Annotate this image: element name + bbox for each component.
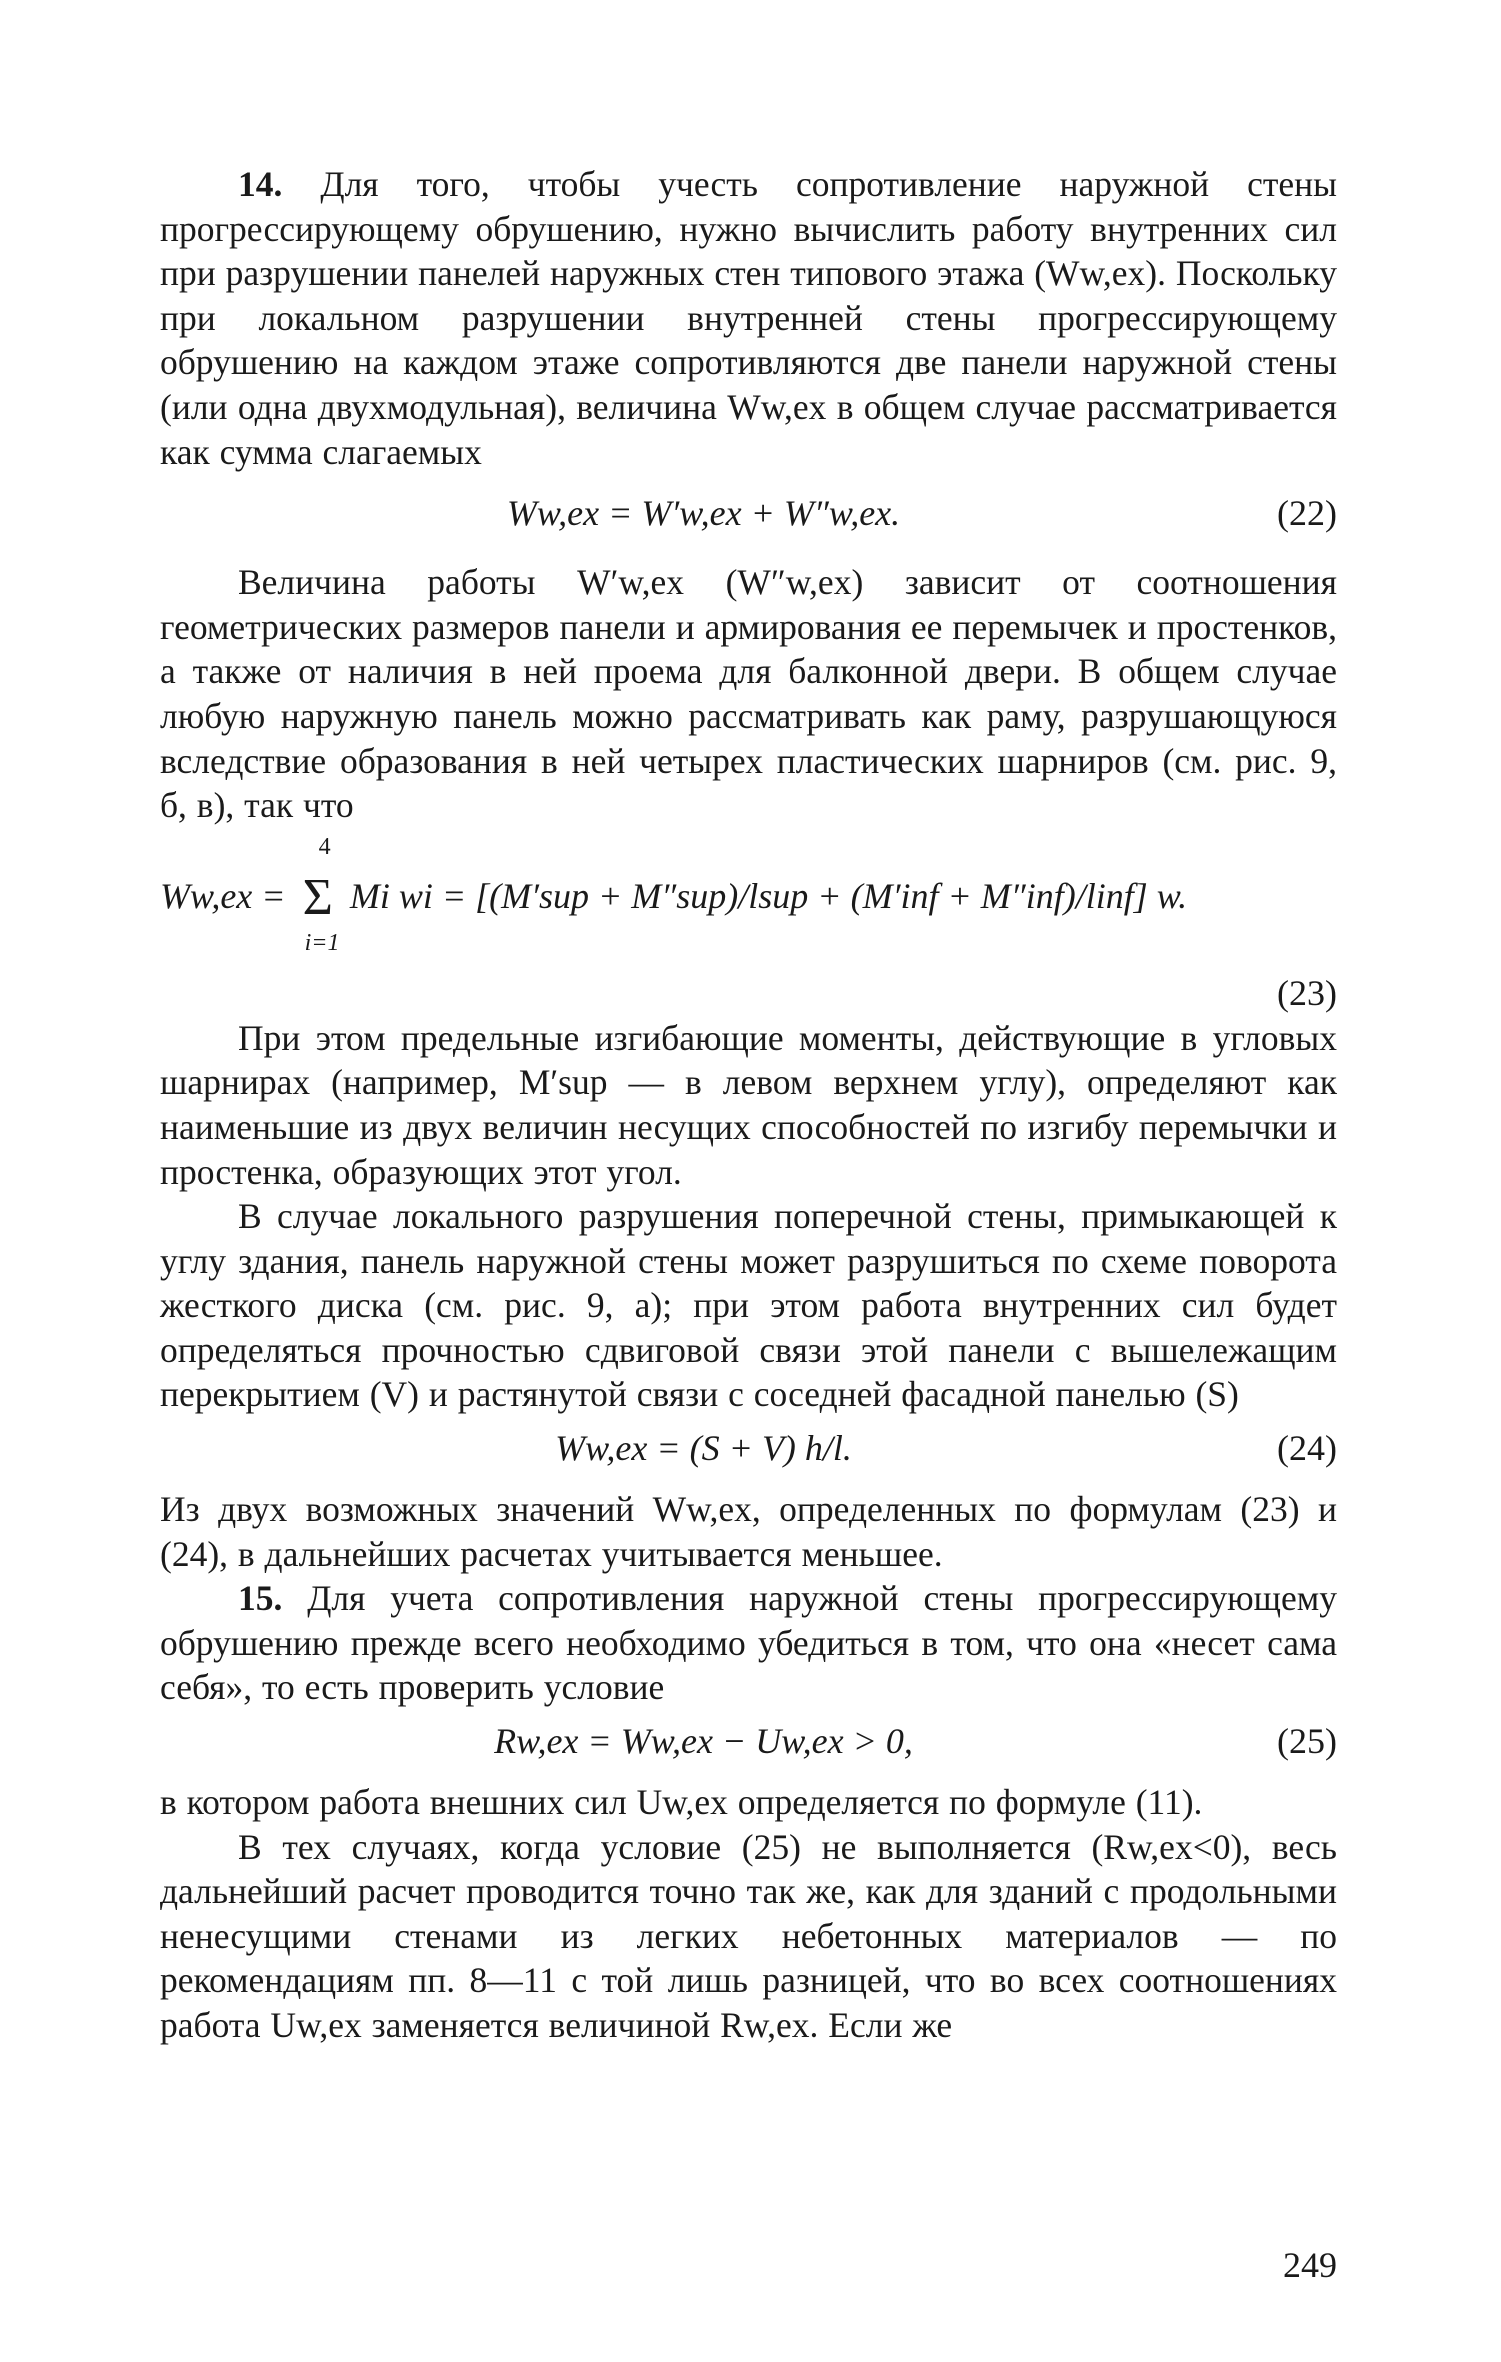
- sum-upper-limit: 4: [318, 833, 331, 860]
- paragraph-moments: При этом предельные изгибающие моменты, действующие в угловых шарнирах (например, M′sup — в левом верхнем углу), определяют как наименьшие из двух величин несущих способностей по изгибу перемычки и простенка, образующих этот угол.: [160, 1017, 1337, 1192]
- section-number-15: 15.: [238, 1578, 283, 1619]
- equation-22: [160, 474, 1337, 560]
- paragraph-local-failure: В случае локального разрушения поперечной стены, примыкающей к углу здания, панель наружной стены может разрушиться по схеме поворота жесткого диска (см. рис. 9, а); при этом работа внутренних сил будет определяться прочностью сдвиговой связи этой панели с вышележащим перекрытием (V) и растянутой связи с соседней фасадной панелью (S): [160, 1196, 1337, 1415]
- book-page: [160, 162, 1337, 2302]
- page-number: 249: [1283, 2245, 1337, 2285]
- equation-25-number: (25): [1277, 1721, 1337, 1762]
- paragraph-15: [160, 1576, 1337, 1710]
- equation-25-formula: Rw,ex = Ww,ex − Uw,ex > 0,: [494, 1721, 913, 1762]
- equation-25: [160, 1710, 1337, 1780]
- paragraph-two-values: Из двух возможных значений Ww,ex, определенных по формулам (23) и (24), в дальнейших расчетах учитывается меньшее.: [160, 1489, 1337, 1574]
- equation-24-formula: Ww,ex = (S + V) h/l.: [555, 1428, 852, 1469]
- section-number-14: 14.: [238, 164, 283, 204]
- paragraph-work: Величина работы W′w,ex (W″w,ex) зависит от соотношения геометрических размеров панели и армирования ее перемычек и простенков, а также от наличия в ней проема для балконной двери. В общем случае любую наружную панель можно рассматривать как раму, разрушающуюся вследствие образования в ней четырех пластических шарниров (см. рис. 9, б, в), так что: [160, 562, 1337, 826]
- equation-23-rhs: Mi wi = [(M′sup + M″sup)/lsup + (M′inf + M″inf)/linf] w.: [349, 875, 1188, 916]
- paragraph-15-text: Для учета сопротивления наружной стены прогрессирующему обрушению прежде всего необходимо убедиться в том, что она «несет сама себя», то есть проверить условие: [160, 1578, 1337, 1708]
- sum-sign: Σ 4 i=1: [302, 833, 340, 956]
- paragraph-cases: В тех случаях, когда условие (25) не выполняется (Rw,ex<0), весь дальнейший расчет проводится точно так же, как для зданий с продольными ненесущими стенами из легких небетонных материалов — по рекомендациям пп. 8—11 с той лишь разницей, что во всех соотношениях работа Uw,ex заменяется величиной Rw,ex. Если же: [160, 1826, 1337, 2045]
- paragraph-14-text: Для того, чтобы учесть сопротивление наружной стены прогрессирующему обрушению, нужно вычислить работу внутренних сил при разрушении панелей наружных стен типового этажа (Ww,ex). Поскольку при локальном разрушении внутренней стены прогрессирующему обрушению на каждом этаже сопротивляются две панели наружной стены (или одна двухмодульная), величина Ww,ex в общем случае рассматривается как сумма слагаемых: [160, 164, 1337, 472]
- equation-22-formula: Ww,ex = W′w,ex + W″w,ex.: [506, 493, 901, 534]
- equation-23: [160, 828, 1337, 968]
- equation-24: [160, 1417, 1337, 1487]
- equation-23-number: (23): [1277, 972, 1337, 1013]
- equation-23-lhs: Ww,ex =: [160, 875, 286, 916]
- sum-lower-limit: i=1: [304, 929, 340, 956]
- equation-22-number: (22): [1277, 493, 1337, 534]
- paragraph-14: [160, 162, 1337, 474]
- paragraph-external-work: в котором работа внешних сил Uw,ex определяется по формуле (11).: [160, 1782, 1203, 1823]
- equation-24-number: (24): [1277, 1428, 1337, 1469]
